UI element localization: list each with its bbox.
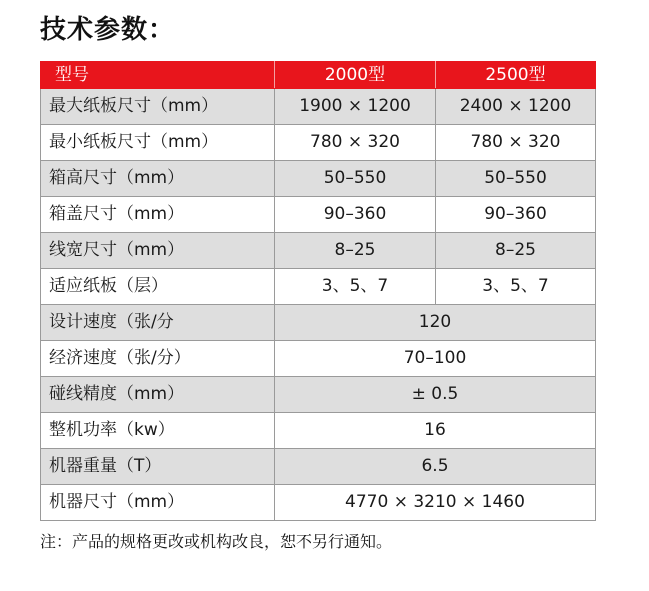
row-label: 适应纸板（层） <box>41 269 275 305</box>
row-label: 机器重量（T） <box>41 449 275 485</box>
cell-2000: 90–360 <box>275 197 436 233</box>
table-row <box>41 89 596 125</box>
row-label: 设计速度（张/分 <box>41 305 275 341</box>
cell-2500: 8–25 <box>436 233 596 269</box>
table-row <box>41 233 596 269</box>
row-label: 最小纸板尺寸（mm） <box>41 125 275 161</box>
cell-2500: 90–360 <box>436 197 596 233</box>
table-row <box>41 485 596 521</box>
cell-merged: ± 0.5 <box>275 377 596 413</box>
cell-2000: 780 × 320 <box>275 125 436 161</box>
header-2000: 2000型 <box>275 62 436 89</box>
cell-2000: 1900 × 1200 <box>275 89 436 125</box>
row-label: 碰线精度（mm） <box>41 377 275 413</box>
row-label: 机器尺寸（mm） <box>41 485 275 521</box>
cell-merged: 6.5 <box>275 449 596 485</box>
row-label: 整机功率（kw） <box>41 413 275 449</box>
cell-2500: 2400 × 1200 <box>436 89 596 125</box>
cell-2000: 8–25 <box>275 233 436 269</box>
table-row <box>41 449 596 485</box>
table-row <box>41 269 596 305</box>
cell-2500: 3、5、7 <box>436 269 596 305</box>
row-label: 箱高尺寸（mm） <box>41 161 275 197</box>
table-row <box>41 197 596 233</box>
table-row <box>41 341 596 377</box>
table-row <box>41 125 596 161</box>
table-header-row <box>41 62 596 89</box>
table-row <box>41 305 596 341</box>
table-row <box>41 161 596 197</box>
table-row <box>41 413 596 449</box>
cell-merged: 4770 × 3210 × 1460 <box>275 485 596 521</box>
header-model: 型号 <box>41 62 275 89</box>
row-label: 箱盖尺寸（mm） <box>41 197 275 233</box>
header-2500: 2500型 <box>436 62 596 89</box>
cell-2500: 780 × 320 <box>436 125 596 161</box>
row-label: 线宽尺寸（mm） <box>41 233 275 269</box>
row-label: 最大纸板尺寸（mm） <box>41 89 275 125</box>
cell-merged: 70–100 <box>275 341 596 377</box>
footnote: 注：产品的规格更改或机构改良，恕不另行通知。 <box>40 532 393 551</box>
cell-merged: 16 <box>275 413 596 449</box>
table-row <box>41 377 596 413</box>
cell-2000: 50–550 <box>275 161 436 197</box>
spec-table <box>40 61 596 521</box>
cell-2000: 3、5、7 <box>275 269 436 305</box>
row-label: 经济速度（张/分） <box>41 341 275 377</box>
cell-merged: 120 <box>275 305 596 341</box>
cell-2500: 50–550 <box>436 161 596 197</box>
page-title: 技术参数： <box>40 15 176 45</box>
